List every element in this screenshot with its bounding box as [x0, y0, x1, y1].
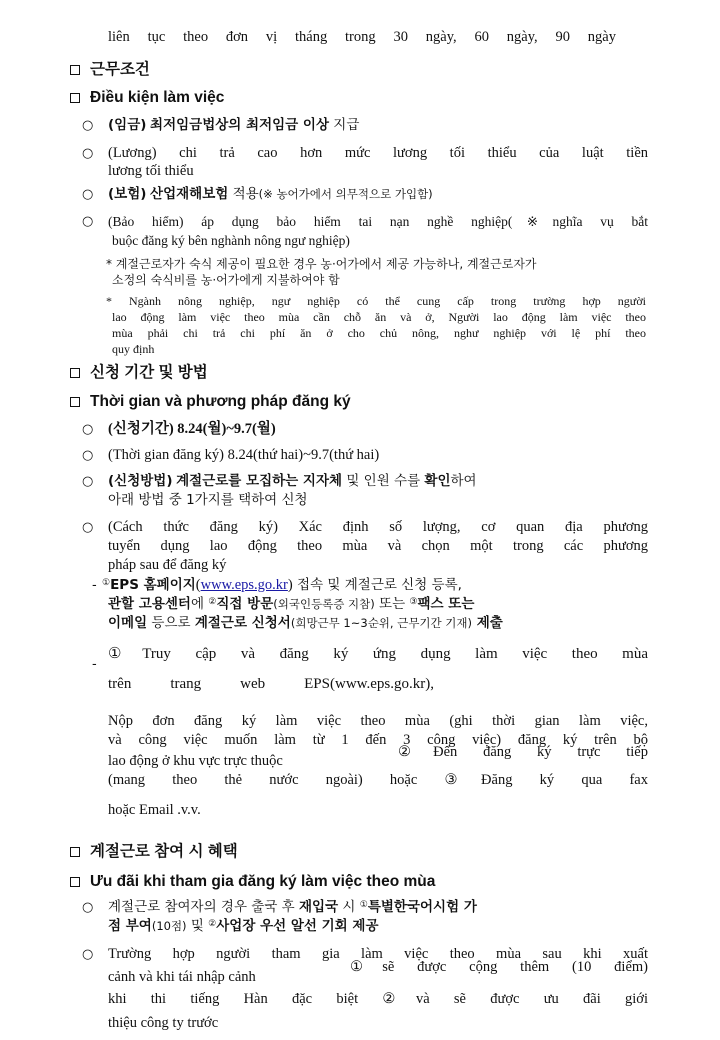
benefit-vi-line1: Trường hợp người tham gia làm việc theo mùa sau khi xuất	[108, 946, 648, 962]
eps-vi-line7: hoặc Email .v.v.	[108, 802, 201, 818]
checkbox-square-icon	[70, 93, 80, 103]
circle-bullet-icon: ○	[82, 947, 94, 962]
wage-vi-line1: (Lương) chi trả cao hơn mức lương tối thiểu của luật tiền	[108, 145, 648, 161]
circle-bullet-icon: ○	[82, 520, 94, 535]
checkbox-square-icon	[70, 847, 80, 857]
eps-vi-line5b: ②Đến đăng ký trực tiếp	[398, 744, 648, 760]
eps-ko-line2: 관할 고용센터에 ②직접 방문(외국인등록증 지참) 또는 ③팩스 또는	[108, 596, 475, 612]
benefit-vi-line4: thiệu công ty trước	[108, 1015, 219, 1031]
section-heading-conditions-vi: Điều kiện làm việc	[70, 88, 224, 107]
section-heading-benefit-vi: Ưu đãi khi tham gia đăng ký làm việc theo mùa	[70, 872, 435, 891]
eps-link[interactable]: www.eps.go.kr	[200, 577, 288, 593]
circle-bullet-icon: ○	[82, 214, 94, 229]
benefit-ko-line1: 계절근로 참여자의 경우 출국 후 재입국 시 ①특별한국어시험 가	[108, 899, 477, 915]
method-ko-line1: (신청방법) 계절근로를 모집하는 지자체 및 인원 수를 확인하여	[108, 473, 477, 489]
note-ko-line2: 소정의 숙식비를 농·어가에게 지불하여야 함	[112, 273, 340, 287]
note-ko-line1: * 계절근로자가 숙식 제공이 필요한 경우 농·어가에서 제공 가능하나, 계절근로자가	[106, 257, 537, 271]
checkbox-square-icon	[70, 65, 80, 75]
circle-bullet-icon: ○	[82, 900, 94, 915]
dash-bullet-icon: -	[92, 578, 97, 593]
section-heading-benefit-ko: 계절근로 참여 시 혜택	[70, 842, 238, 861]
eps-vi-line2: trên trang web EPS(www.eps.go.kr),	[108, 676, 434, 692]
circle-bullet-icon: ○	[82, 146, 94, 161]
section-heading-apply-ko: 신청 기간 및 방법	[70, 363, 208, 382]
period-vi: (Thời gian đăng ký) 8.24(thứ hai)~9.7(thứ hai)	[108, 447, 380, 463]
method-ko-line2: 아래 방법 중 1가지를 택하여 신청	[108, 492, 308, 508]
circle-bullet-icon: ○	[82, 422, 94, 437]
section-heading-apply-vi: Thời gian và phương pháp đăng ký	[70, 392, 351, 411]
wage-ko: (임금) 최저임금법상의 최저임금 이상 지급	[108, 117, 360, 133]
continuation-line: liên tục theo đơn vị tháng trong 30 ngày, 60 ngày, 90 ngày	[108, 29, 616, 45]
benefit-vi-line2b: ①sẽ được cộng thêm (10 điểm)	[350, 959, 648, 975]
benefit-ko-line2: 점 부여(10점) 및 ②사업장 우선 알선 기회 제공	[108, 918, 379, 934]
method-vi-line2: tuyển dụng lao động theo mùa và chọn một trong các phương	[108, 538, 648, 554]
note-vi-line1: * Ngành nông nghiệp, ngư nghiệp có thể cung cấp trong trường hợp người	[106, 294, 646, 308]
eps-ko-line3: 이메일 등으로 계절근로 신청서(희망근무 1~3순위, 근무기간 기재) 제출	[108, 615, 503, 631]
dash-bullet-icon: -	[92, 657, 97, 672]
wage-vi-line2: lương tối thiểu	[108, 163, 194, 179]
eps-vi-line3: Nộp đơn đăng ký làm việc theo mùa (ghi thời gian làm việc,	[108, 713, 648, 729]
insurance-ko: (보험) 산업재해보험 적용(※ 농어가에서 의무적으로 가입함)	[108, 186, 433, 202]
note-vi-line2: lao động làm việc theo mùa cần chỗ ăn và ở, Người lao động làm việc theo	[112, 310, 646, 324]
circle-bullet-icon: ○	[82, 118, 94, 133]
circle-bullet-icon: ○	[82, 448, 94, 463]
eps-ko-line1: ①EPS 홈페이지(www.eps.go.kr) 접속 및 계절근로 신청 등록,	[102, 577, 462, 593]
note-vi-line3: mùa phải chi trả chi phí ăn ở cho chủ nông, nghư nghiệp với lệ phí theo	[112, 326, 646, 340]
period-ko: (신청기간) 8.24(월)~9.7(월)	[108, 421, 276, 437]
checkbox-square-icon	[70, 368, 80, 378]
checkbox-square-icon	[70, 877, 80, 887]
note-vi-line4: quy định	[112, 342, 155, 356]
eps-vi-line4: và công việc muốn làm từ 1 đến 3 công việc) đăng ký trên bộ	[108, 732, 648, 748]
method-vi-line1: (Cách thức đăng ký) Xác định số lượng, cơ quan địa phương	[108, 519, 648, 535]
circle-bullet-icon: ○	[82, 187, 94, 202]
section-heading-conditions-ko: 근무조건	[70, 60, 150, 79]
method-vi-line3: pháp sau để đăng ký	[108, 557, 227, 573]
insurance-vi-line1: (Bảo hiểm) áp dụng bảo hiểm tai nạn nghề nghiệp(※nghĩa vụ bắt	[108, 214, 648, 229]
benefit-vi-line2a: cảnh và khi tái nhập cảnh	[108, 969, 256, 985]
eps-vi-line5a: lao động ở khu vực trực thuộc	[108, 753, 283, 769]
circle-bullet-icon: ○	[82, 474, 94, 489]
eps-vi-line1: ①Truy cập và đăng ký ứng dụng làm việc theo mùa	[108, 646, 648, 662]
checkbox-square-icon	[70, 397, 80, 407]
eps-vi-line6: (mang theo thẻ nước ngoài) hoặc ③Đăng ký qua fax	[108, 772, 648, 788]
benefit-vi-line3: khi thi tiếng Hàn đặc biệt ②và sẽ được ưu đãi giới	[108, 991, 648, 1007]
insurance-vi-line2: buộc đăng ký bên nghành nông ngư nghiệp)	[112, 233, 350, 248]
